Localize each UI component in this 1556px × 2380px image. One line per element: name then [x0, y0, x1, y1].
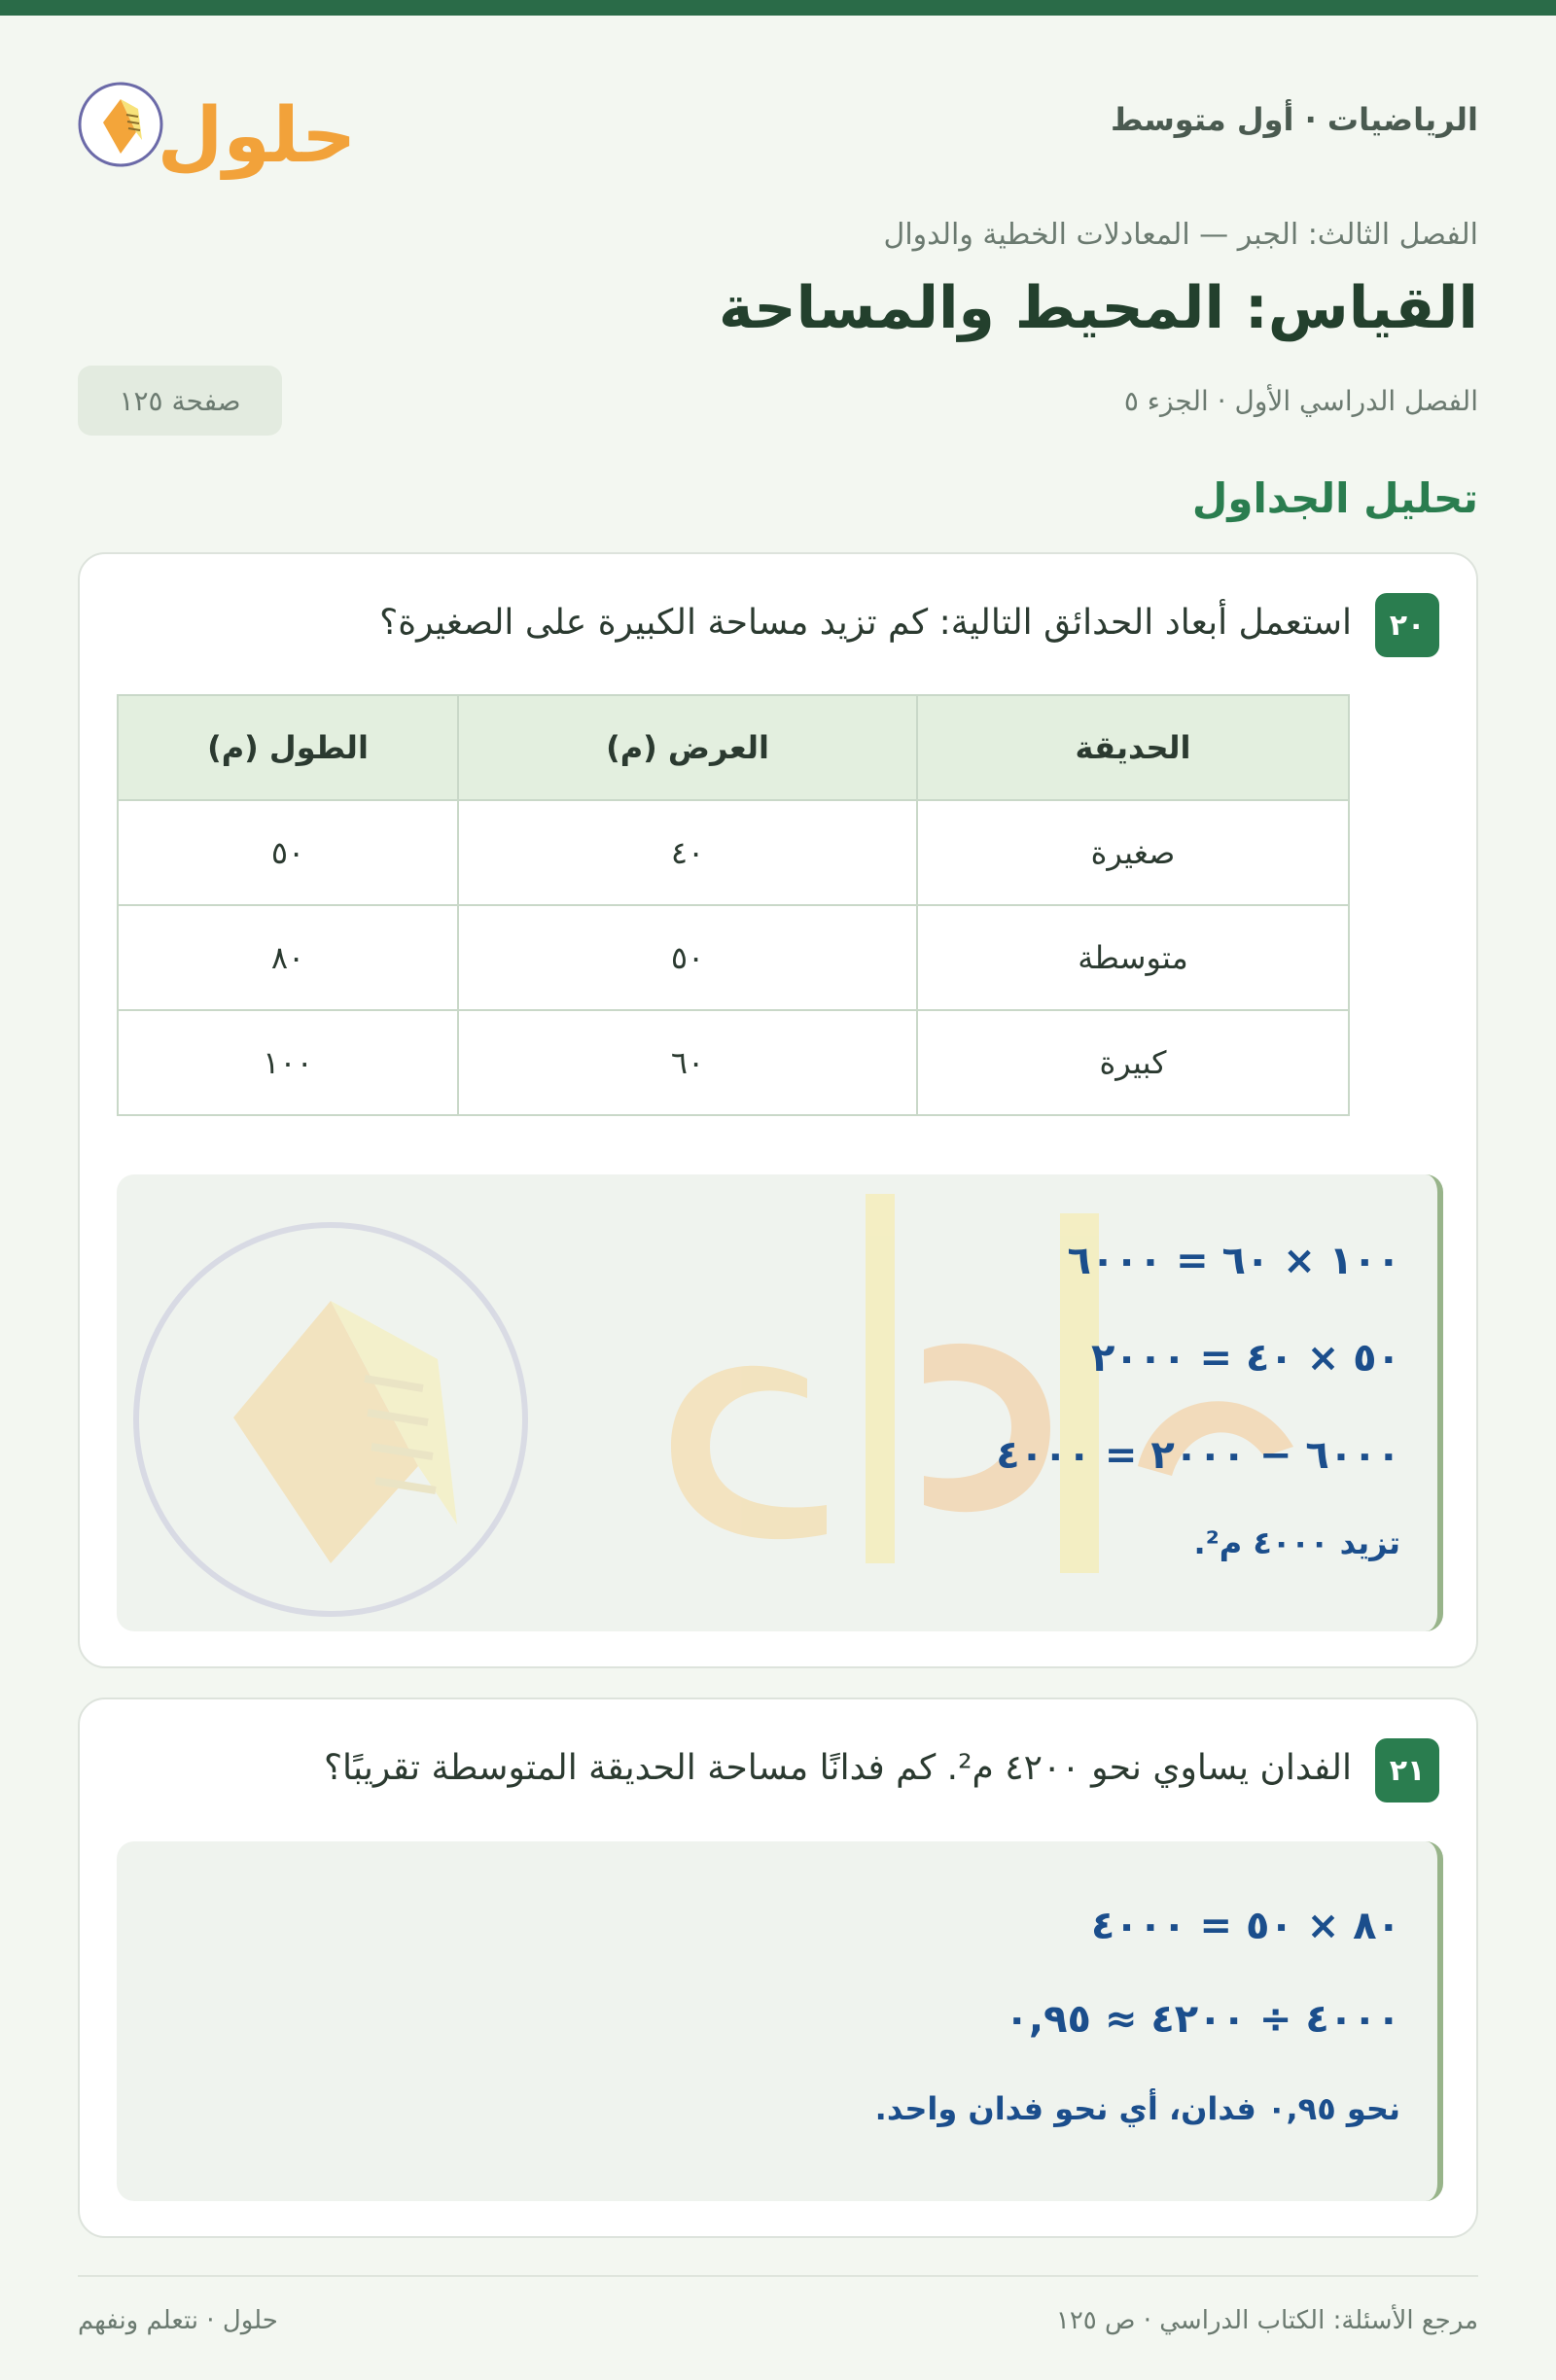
table-cell: ٨٠ [118, 905, 458, 1010]
footer-divider [78, 2275, 1478, 2277]
table-row [118, 1010, 1349, 1115]
table-header-cell: الطول (م) [118, 695, 458, 800]
table-cell: متوسطة [917, 905, 1349, 1010]
solution-conclusion: نحو ٠,٩٥ فدان، أي نحو فدان واحد. [874, 2090, 1400, 2127]
question-text: استعمل أبعاد الحدائق التالية: كم تزيد مساحة الكبيرة على الصغيرة؟ [379, 603, 1352, 643]
question-number-badge: ٢٠ [1375, 593, 1439, 657]
table-cell: صغيرة [917, 800, 1349, 905]
solution-line: ٦٠٠٠ − ٢٠٠٠ = ٤٠٠٠ [996, 1433, 1400, 1478]
question-card-20 [78, 552, 1478, 1668]
table-row [118, 800, 1349, 905]
subject-label: الرياضيات · أول متوسط [1111, 101, 1478, 138]
page-title: القياس: المحيط والمساحة [719, 274, 1478, 342]
gardens-table [117, 694, 1350, 1116]
solution-line: ٤٠٠٠ ÷ ٤٢٠٠ ≈ ٠,٩٥ [1005, 1997, 1400, 2042]
footer-brand: حلول · نتعلم ونفهم [78, 2306, 278, 2335]
table-cell: كبيرة [917, 1010, 1349, 1115]
top-accent-bar [0, 0, 1556, 16]
question-card-21 [78, 1698, 1478, 2238]
solution-line: ٨٠ × ٥٠ = ٤٠٠٠ [1090, 1904, 1400, 1948]
table-row [118, 905, 1349, 1010]
solution-line: ١٠٠ × ٦٠ = ٦٠٠٠ [1067, 1239, 1400, 1283]
answer-box [117, 1841, 1443, 2201]
section-title: تحليل الجداول [1191, 474, 1478, 522]
chapter-label: الفصل الثالث: الجبر — المعادلات الخطية والدوال [883, 218, 1478, 252]
question-text: الفدان يساوي نحو ٤٢٠٠ م². كم فدانًا مساحة الحديقة المتوسطة تقريبًا؟ [323, 1748, 1352, 1788]
solution-conclusion: تزيد ٤٠٠٠ م². [1193, 1524, 1400, 1561]
table-cell: ٦٠ [458, 1010, 917, 1115]
table-cell: ١٠٠ [118, 1010, 458, 1115]
table-cell: ٥٠ [458, 905, 917, 1010]
solution-line: ٥٠ × ٤٠ = ٢٠٠٠ [1090, 1336, 1400, 1381]
table-header-cell: العرض (م) [458, 695, 917, 800]
book-in-circle-icon [78, 60, 350, 187]
table-header-row [118, 695, 1349, 800]
footer-reference: مرجع الأسئلة: الكتاب الدراسي · ص ١٢٥ [1055, 2306, 1478, 2335]
semester-label: الفصل الدراسي الأول · الجزء ٥ [1123, 385, 1478, 417]
logo-wordmark: حلول [157, 92, 350, 180]
page-number-badge: صفحة ١٢٥ [78, 366, 282, 436]
brand-logo [78, 60, 350, 187]
page-header [78, 60, 1478, 196]
table-cell: ٥٠ [118, 800, 458, 905]
table-cell: ٤٠ [458, 800, 917, 905]
answer-box [117, 1174, 1443, 1631]
table-header-cell: الحديقة [917, 695, 1349, 800]
question-number-badge: ٢١ [1375, 1738, 1439, 1802]
